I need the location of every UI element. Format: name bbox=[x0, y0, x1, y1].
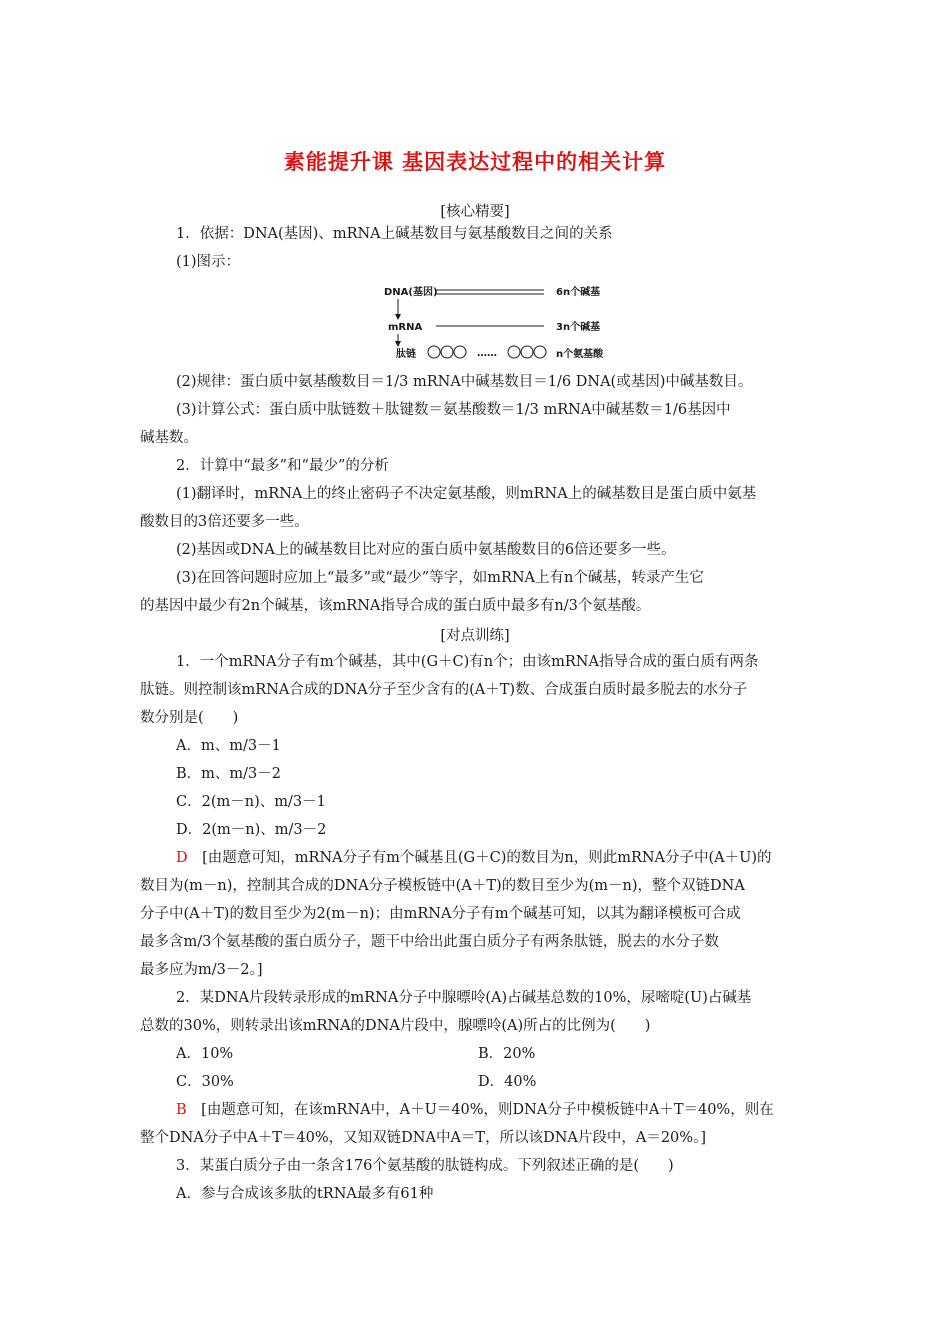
diagram-mrna-label: mRNA bbox=[388, 322, 423, 333]
section-heading-practice: [对点训练] bbox=[440, 628, 510, 644]
paragraph: 的基因中最少有2n个碱基，该mRNA指导合成的蛋白质中最多有n/3个氨基酸。 bbox=[140, 598, 651, 614]
diagram-peptide-value: n个氨基酸 bbox=[556, 349, 604, 360]
paragraph: (1)翻译时，mRNA上的终止密码子不决定氨基酸，则mRNA上的碱基数目是蛋白质中氨基 bbox=[176, 486, 757, 502]
answer-explanation: B [由题意可知，在该mRNA中，A＋U＝40%，则DNA分子中模板链中A＋T＝40%，则在 bbox=[176, 1102, 774, 1118]
option-a: A．10% bbox=[176, 1046, 234, 1062]
answer-explanation: 最多含m/3个氨基酸的蛋白质分子，题干中给出此蛋白质分子有两条肽链，脱去的水分子数 bbox=[140, 934, 719, 950]
answer-letter: B bbox=[176, 1102, 187, 1118]
paragraph: (2)基因或DNA上的碱基数目比对应的蛋白质中氨基酸数目的6倍还要多一些。 bbox=[176, 542, 676, 558]
option-a: A．参与合成该多肽的tRNA最多有61种 bbox=[176, 1186, 434, 1202]
question-2: 2．某DNA片段转录形成的mRNA分子中腺嘌呤(A)占碱基总数的10%，尿嘧啶(U)占碱基 bbox=[176, 990, 752, 1006]
diagram-dna-value: 6n个碱基 bbox=[556, 287, 601, 298]
question-1: 1．一个mRNA分子有m个碱基，其中(G＋C)有n个；由该mRNA指导合成的蛋白质有两条 bbox=[176, 654, 759, 670]
option-c: C．2(m－n)、m/3－1 bbox=[176, 794, 326, 810]
diagram-dna-label: DNA(基因) bbox=[384, 287, 438, 298]
answer-explanation: 数目为(m－n)，控制其合成的DNA分子模板链中(A＋T)的数目至少为(m－n)，整个双链DNA bbox=[140, 878, 745, 894]
answer-letter: D bbox=[176, 850, 188, 866]
option-d: D．40% bbox=[478, 1074, 537, 1090]
paragraph: 1．依据：DNA(基因)、mRNA上碱基数目与氨基酸数目之间的关系 bbox=[176, 226, 613, 242]
answer-explanation: 整个DNA分子中A＋T＝40%，又知双链DNA中A＝T，所以该DNA片段中，A＝20%。] bbox=[140, 1130, 706, 1146]
dna-mrna-peptide-diagram bbox=[380, 280, 620, 362]
arrow-down-icon bbox=[395, 314, 401, 320]
section-heading-core: [核心精要] bbox=[440, 204, 510, 220]
answer-explanation: D [由题意可知，mRNA分子有m个碱基且(G＋C)的数目为n，则此mRNA分子中(A＋U)的 bbox=[176, 850, 772, 866]
option-b: B．m、m/3－2 bbox=[176, 766, 281, 782]
amino-acid-circle bbox=[441, 346, 453, 358]
question-1: 数分别是( ) bbox=[140, 710, 239, 726]
paragraph: 碱基数。 bbox=[140, 430, 198, 446]
diagram-ellipsis: …… bbox=[477, 348, 497, 359]
paragraph: (1)图示： bbox=[176, 254, 241, 270]
amino-acid-circle bbox=[508, 346, 520, 358]
option-b: B．20% bbox=[478, 1046, 536, 1062]
arrow-down-icon bbox=[395, 341, 401, 347]
question-3: 3．某蛋白质分子由一条含176个氨基酸的肽链构成。下列叙述正确的是( ) bbox=[176, 1158, 674, 1174]
paragraph: 2．计算中“最多”和“最少”的分析 bbox=[176, 458, 389, 474]
page-title: 素能提升课 基因表达过程中的相关计算 bbox=[283, 150, 667, 174]
amino-acid-circle bbox=[521, 346, 533, 358]
paragraph: (2)规律：蛋白质中氨基酸数目＝1/3 mRNA中碱基数目＝1/6 DNA(或基因)中碱基数目。 bbox=[176, 374, 753, 390]
option-a: A．m、m/3－1 bbox=[176, 738, 281, 754]
paragraph: 酸数目的3倍还要多一些。 bbox=[140, 514, 309, 530]
diagram-peptide-label: 肽链 bbox=[396, 349, 416, 360]
question-1: 肽链。则控制该mRNA合成的DNA分子至少含有的(A＋T)数、合成蛋白质时最多脱去的水分子 bbox=[140, 682, 748, 698]
option-c: C．30% bbox=[176, 1074, 234, 1090]
amino-acid-circle bbox=[454, 346, 466, 358]
answer-explanation: 最多应为m/3－2。] bbox=[140, 962, 263, 978]
amino-acid-circle bbox=[428, 346, 440, 358]
paragraph: (3)计算公式：蛋白质中肽链数＋肽键数＝氨基酸数＝1/3 mRNA中碱基数＝1/6基因中 bbox=[176, 402, 731, 418]
question-2: 总数的30%，则转录出该mRNA的DNA片段中，腺嘌呤(A)所占的比例为( ) bbox=[140, 1018, 651, 1034]
paragraph: (3)在回答问题时应加上“最多”或“最少”等字，如mRNA上有n个碱基，转录产生它 bbox=[176, 570, 704, 586]
amino-acid-circle bbox=[534, 346, 546, 358]
option-d: D．2(m－n)、m/3－2 bbox=[176, 822, 327, 838]
answer-explanation: 分子中(A＋T)的数目至少为2(m－n)；由mRNA分子有m个碱基可知，以其为翻译模板可合成 bbox=[140, 906, 741, 922]
diagram-mrna-value: 3n个碱基 bbox=[556, 322, 601, 333]
